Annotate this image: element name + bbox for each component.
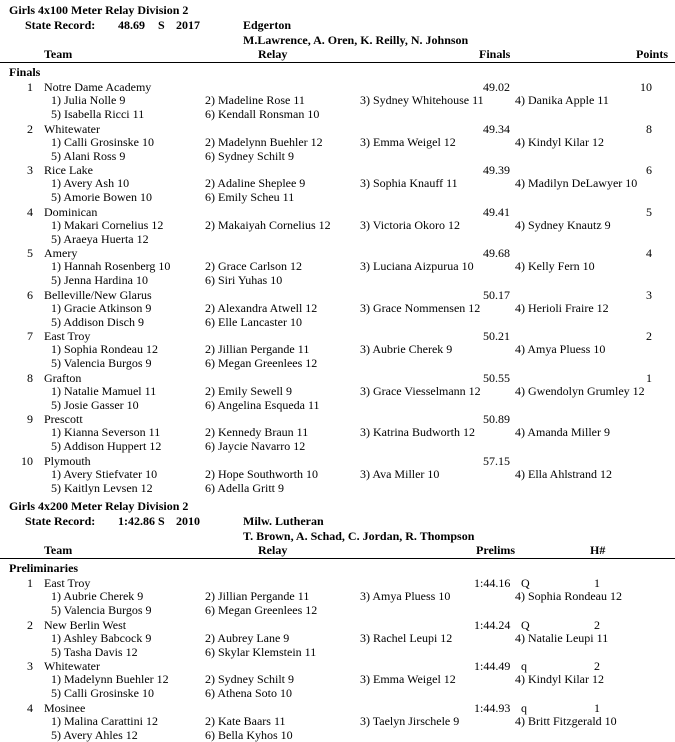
column-header-team: Team <box>44 47 73 61</box>
relay-runner: 3) Grace Nommensen 12 <box>360 300 481 315</box>
finals-time: 49.34 <box>483 121 510 136</box>
relay-runner: 1) Sophia Rondeau 12 <box>51 342 158 356</box>
relay-alternate: 5) Alani Ross 9 <box>51 148 126 163</box>
team-name: Rice Lake <box>44 163 93 177</box>
record-time: 1:42.86 <box>118 514 155 528</box>
heat-number: 1 <box>594 700 600 715</box>
points: 6 <box>646 163 652 177</box>
relay-runner: 2) Adaline Sheplee 9 <box>205 176 306 190</box>
record-year: 2010 <box>176 514 200 528</box>
points: 5 <box>646 204 652 219</box>
round-label: Finals <box>9 65 41 79</box>
relay-runner: 3) Katrina Budworth 12 <box>360 425 475 439</box>
record-code: S <box>158 18 165 32</box>
relay-runner: 3) Ava Miller 10 <box>360 466 440 481</box>
column-header-points: Points <box>635 47 668 61</box>
relay-alternate: 5) Isabella Ricci 11 <box>51 107 145 121</box>
relay-runner: 4) Kindyl Kilar 12 <box>515 672 604 686</box>
relay-runner: 3) Taelyn Jirschele 9 <box>360 713 460 728</box>
relay-alternate: 6) Megan Greenlees 12 <box>205 603 318 617</box>
place: 4 <box>27 700 33 715</box>
relay-runner: 1) Ashley Babcock 9 <box>51 630 152 645</box>
relay-alternate: 6) Bella Kyhos 10 <box>205 727 293 742</box>
relay-runner: 1) Hannah Rosenberg 10 <box>51 259 171 273</box>
relay-runner: 2) Kate Baars 11 <box>205 713 286 728</box>
record-time: 48.69 <box>118 18 145 32</box>
header-rule <box>0 62 675 63</box>
relay-runner: 2) Aubrey Lane 9 <box>205 630 290 645</box>
relay-alternate: 5) Calli Grosinske 10 <box>51 686 154 700</box>
relay-alternate: 5) Addison Disch 9 <box>51 314 144 329</box>
event-title: Girls 4x100 Meter Relay Division 2 <box>9 3 189 17</box>
qualifier: Q <box>521 576 530 590</box>
relay-alternate: 6) Elle Lancaster 10 <box>205 314 302 329</box>
team-name: Mosinee <box>44 700 86 715</box>
round-label: Preliminaries <box>9 561 79 575</box>
relay-alternate: 5) Amorie Bowen 10 <box>51 190 152 204</box>
relay-runner: 1) Avery Stiefvater 10 <box>51 466 158 481</box>
points: 3 <box>646 287 652 302</box>
place: 1 <box>27 80 33 94</box>
relay-alternate: 6) Athena Soto 10 <box>205 686 292 700</box>
team-name: Amery <box>44 246 78 260</box>
place: 5 <box>27 246 33 260</box>
column-header-prelims: Prelims <box>476 543 516 557</box>
relay-runner: 2) Jillian Pergande 11 <box>205 342 310 356</box>
relay-runner: 3) Sophia Knauff 11 <box>360 176 458 190</box>
relay-runner: 4) Sophia Rondeau 12 <box>515 589 622 603</box>
team-name: East Troy <box>44 329 91 343</box>
qualifier: Q <box>521 617 530 632</box>
relay-runner: 4) Sydney Knautz 9 <box>515 217 611 232</box>
team-name: Whitewater <box>44 121 100 136</box>
points: 8 <box>646 121 652 136</box>
team-name: Belleville/New Glarus <box>44 287 152 302</box>
relay-runner: 3) Sydney Whitehouse 11 <box>360 93 484 107</box>
record-label: State Record: <box>25 514 96 528</box>
header-rule <box>0 558 675 559</box>
heat-number: 1 <box>594 576 600 590</box>
relay-runner: 4) Gwendolyn Grumley 12 <box>515 383 645 398</box>
points: 10 <box>640 80 652 94</box>
place: 1 <box>27 576 33 590</box>
finals-time: 49.41 <box>483 204 510 219</box>
column-header-relay: Relay <box>258 47 288 61</box>
finals-time: 50.55 <box>483 370 510 385</box>
relay-runner: 1) Aubrie Cherek 9 <box>51 589 144 603</box>
column-header-finals: Finals <box>479 47 511 61</box>
prelims-time: 1:44.49 <box>474 659 511 673</box>
relay-runner: 4) Britt Fitzgerald 10 <box>515 713 617 728</box>
relay-runner: 3) Grace Viesselmann 12 <box>360 383 481 398</box>
team-name: Plymouth <box>44 453 91 468</box>
team-name: New Berlin West <box>44 617 127 632</box>
relay-runner: 1) Gracie Atkinson 9 <box>51 300 152 315</box>
relay-runner: 2) Jillian Pergande 11 <box>205 589 310 603</box>
record-team: Milw. Lutheran <box>243 514 324 528</box>
relay-alternate: 5) Josie Gasser 10 <box>51 397 139 412</box>
finals-time: 50.21 <box>483 329 510 343</box>
relay-runner: 2) Emily Sewell 9 <box>205 383 292 398</box>
relay-runner: 4) Natalie Leupi 11 <box>515 630 609 645</box>
relay-runner: 2) Kennedy Braun 11 <box>205 425 309 439</box>
relay-runner: 4) Amya Pluess 10 <box>515 342 606 356</box>
relay-alternate: 5) Avery Ahles 12 <box>51 727 138 742</box>
relay-runner: 4) Kindyl Kilar 12 <box>515 134 604 149</box>
team-name: Whitewater <box>44 659 100 673</box>
column-header-relay: Relay <box>258 543 288 557</box>
place: 7 <box>27 329 33 343</box>
record-athletes: M.Lawrence, A. Oren, K. Reilly, N. Johnson <box>243 33 469 47</box>
relay-runner: 2) Makaiyah Cornelius 12 <box>205 217 331 232</box>
record-team: Edgerton <box>243 18 291 32</box>
qualifier: q <box>521 659 527 673</box>
record-year: 2017 <box>176 18 200 32</box>
relay-alternate: 6) Adella Gritt 9 <box>205 480 284 495</box>
team-name: Prescott <box>44 412 83 426</box>
prelims-time: 1:44.24 <box>474 617 511 632</box>
relay-alternate: 6) Siri Yuhas 10 <box>205 273 283 287</box>
relay-runner: 1) Makari Cornelius 12 <box>51 217 164 232</box>
place: 10 <box>21 453 33 468</box>
prelims-time: 1:44.16 <box>474 576 511 590</box>
relay-runner: 3) Rachel Leupi 12 <box>360 630 453 645</box>
heat-number: 2 <box>594 617 600 632</box>
finals-time: 50.89 <box>483 412 510 426</box>
points: 1 <box>646 370 652 385</box>
relay-alternate: 6) Skylar Klemstein 11 <box>205 644 317 659</box>
qualifier: q <box>521 700 527 715</box>
relay-runner: 1) Kianna Severson 11 <box>51 425 161 439</box>
relay-alternate: 5) Addison Huppert 12 <box>51 439 162 453</box>
relay-alternate: 6) Angelina Esqueda 11 <box>205 397 320 412</box>
place: 4 <box>27 204 33 219</box>
relay-alternate: 5) Valencia Burgos 9 <box>51 603 152 617</box>
event-title: Girls 4x200 Meter Relay Division 2 <box>9 499 189 513</box>
relay-alternate: 5) Valencia Burgos 9 <box>51 356 152 370</box>
team-name: Notre Dame Academy <box>44 80 152 94</box>
place: 8 <box>27 370 33 385</box>
column-header-heat: H# <box>590 543 606 557</box>
relay-runner: 2) Hope Southworth 10 <box>205 466 318 481</box>
column-header-team: Team <box>44 543 73 557</box>
relay-runner: 4) Ella Ahlstrand 12 <box>515 466 612 481</box>
finals-time: 57.15 <box>483 453 510 468</box>
points: 2 <box>646 329 652 343</box>
relay-alternate: 6) Kendall Ronsman 10 <box>205 107 320 121</box>
relay-runner: 2) Grace Carlson 12 <box>205 259 302 273</box>
relay-runner: 3) Luciana Aizpurua 10 <box>360 259 474 273</box>
place: 3 <box>27 163 33 177</box>
place: 6 <box>27 287 33 302</box>
record-code: S <box>158 514 165 528</box>
relay-alternate: 6) Emily Scheu 11 <box>205 190 295 204</box>
prelims-time: 1:44.93 <box>474 700 511 715</box>
relay-alternate: 5) Tasha Davis 12 <box>51 644 138 659</box>
team-name: Dominican <box>44 204 98 219</box>
relay-alternate: 5) Araeya Huerta 12 <box>51 231 149 246</box>
team-name: East Troy <box>44 576 91 590</box>
relay-runner: 1) Julia Nolle 9 <box>51 93 126 107</box>
relay-alternate: 6) Megan Greenlees 12 <box>205 356 318 370</box>
record-label: State Record: <box>25 18 96 32</box>
points: 4 <box>646 246 652 260</box>
relay-runner: 1) Madelynn Buehler 12 <box>51 672 169 686</box>
relay-runner: 4) Madilyn DeLawyer 10 <box>515 176 638 190</box>
place: 2 <box>27 121 33 136</box>
finals-time: 50.17 <box>483 287 510 302</box>
relay-alternate: 5) Jenna Hardina 10 <box>51 273 148 287</box>
finals-time: 49.02 <box>483 80 510 94</box>
place: 3 <box>27 659 33 673</box>
relay-runner: 2) Madeline Rose 11 <box>205 93 305 107</box>
relay-runner: 4) Amanda Miller 9 <box>515 425 610 439</box>
finals-time: 49.39 <box>483 163 510 177</box>
relay-alternate: 5) Kaitlyn Levsen 12 <box>51 480 153 495</box>
relay-runner: 1) Malina Carattini 12 <box>51 713 158 728</box>
relay-runner: 3) Amya Pluess 10 <box>360 589 451 603</box>
relay-runner: 2) Alexandra Atwell 12 <box>205 300 318 315</box>
relay-runner: 2) Sydney Schilt 9 <box>205 672 294 686</box>
relay-runner: 1) Avery Ash 10 <box>51 176 130 190</box>
place: 9 <box>27 412 33 426</box>
relay-runner: 3) Victoria Okoro 12 <box>360 217 461 232</box>
team-name: Grafton <box>44 370 82 385</box>
relay-runner: 4) Danika Apple 11 <box>515 93 609 107</box>
relay-runner: 3) Aubrie Cherek 9 <box>360 342 453 356</box>
relay-runner: 2) Madelynn Buehler 12 <box>205 134 323 149</box>
relay-runner: 1) Natalie Mamuel 11 <box>51 383 157 398</box>
heat-number: 2 <box>594 659 600 673</box>
record-athletes: T. Brown, A. Schad, C. Jordan, R. Thompson <box>243 529 475 543</box>
relay-runner: 1) Calli Grosinske 10 <box>51 134 154 149</box>
relay-runner: 4) Herioli Fraire 12 <box>515 300 609 315</box>
finals-time: 49.68 <box>483 246 510 260</box>
relay-runner: 3) Emma Weigel 12 <box>360 672 456 686</box>
relay-runner: 3) Emma Weigel 12 <box>360 134 456 149</box>
relay-alternate: 6) Sydney Schilt 9 <box>205 148 294 163</box>
relay-runner: 4) Kelly Fern 10 <box>515 259 595 273</box>
relay-alternate: 6) Jaycie Navarro 12 <box>205 439 306 453</box>
place: 2 <box>27 617 33 632</box>
